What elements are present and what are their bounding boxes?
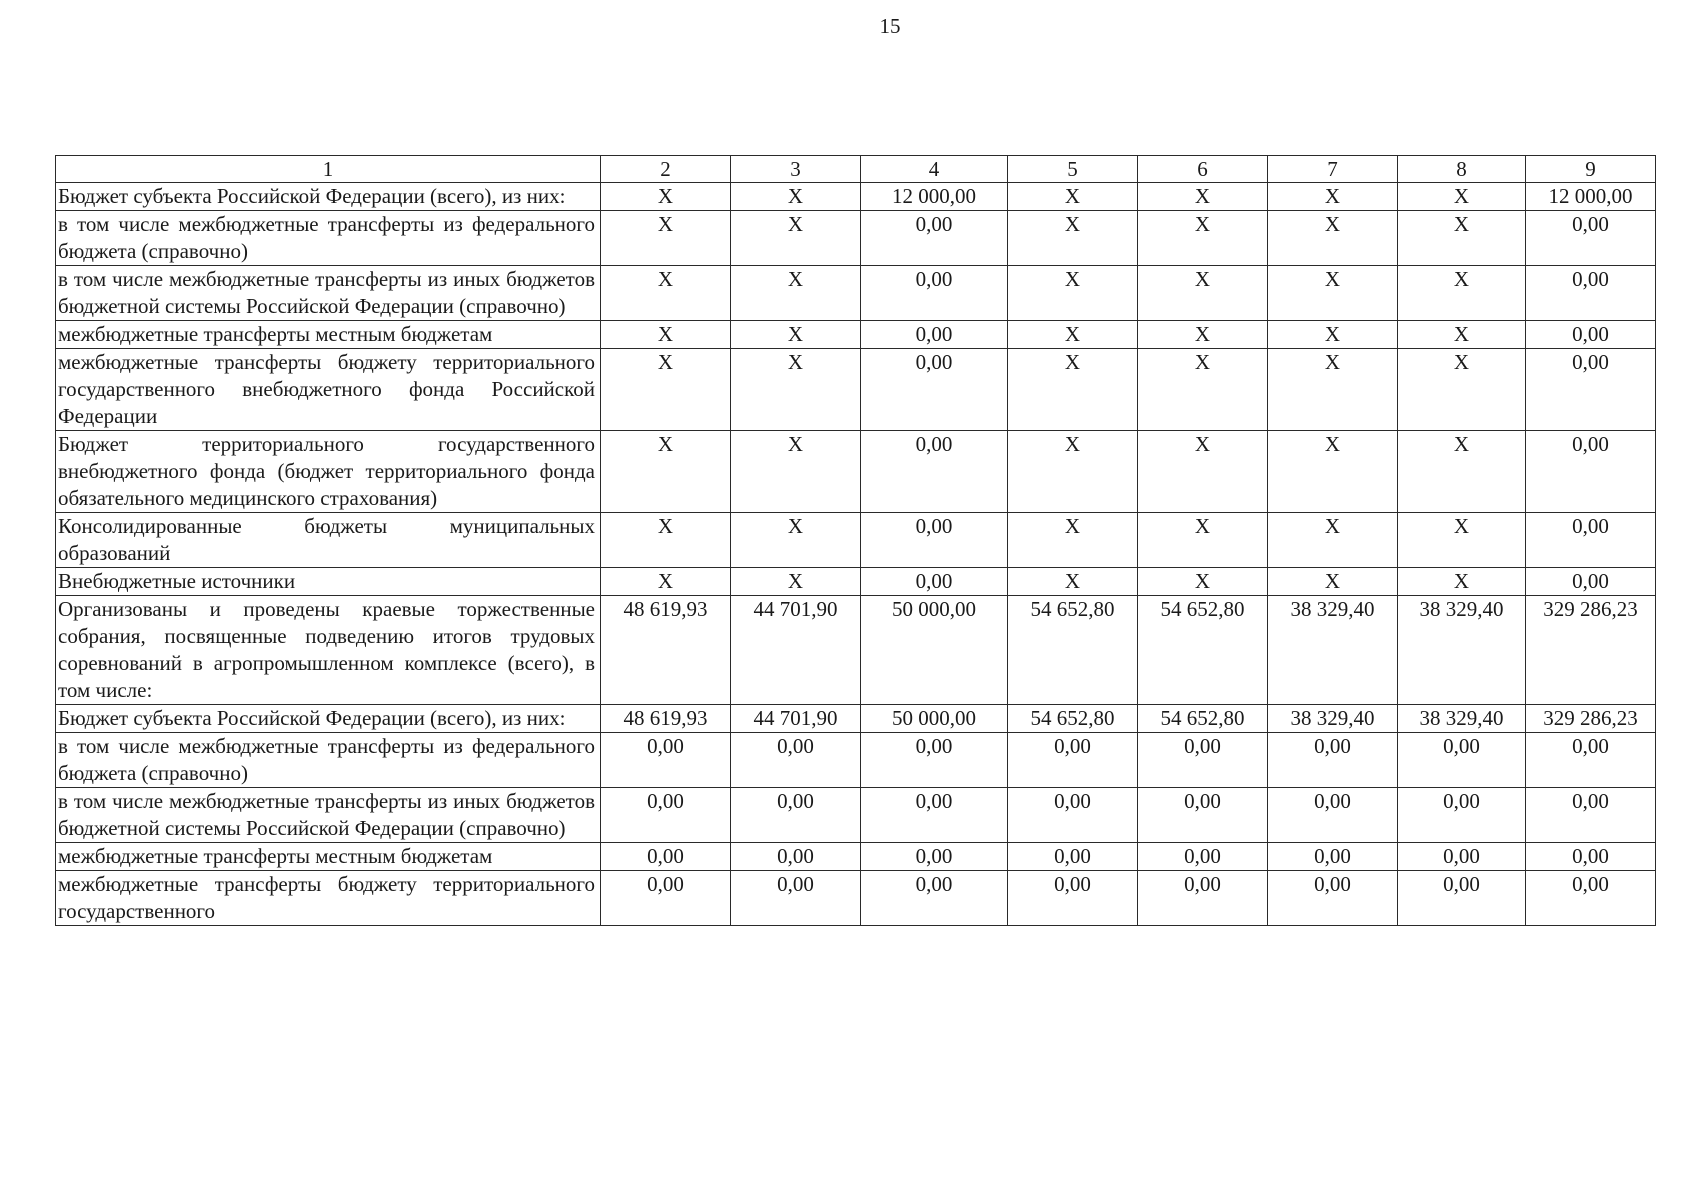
- cell-value: X: [601, 431, 731, 513]
- cell-value: X: [1268, 183, 1398, 211]
- cell-value: X: [731, 568, 861, 596]
- cell-value: 12 000,00: [861, 183, 1008, 211]
- cell-value: 0,00: [1526, 788, 1656, 843]
- table-row: [56, 349, 1656, 431]
- cell-value: X: [1268, 266, 1398, 321]
- column-header: 7: [1268, 156, 1398, 183]
- cell-value: 44 701,90: [731, 596, 861, 705]
- cell-value: 38 329,40: [1268, 705, 1398, 733]
- table-row: [56, 568, 1656, 596]
- cell-value: 0,00: [601, 843, 731, 871]
- cell-value: X: [731, 183, 861, 211]
- cell-value: 0,00: [861, 431, 1008, 513]
- cell-value: 0,00: [601, 788, 731, 843]
- column-header: 2: [601, 156, 731, 183]
- cell-value: 0,00: [1398, 733, 1526, 788]
- cell-value: X: [601, 568, 731, 596]
- cell-value: X: [1138, 266, 1268, 321]
- cell-value: X: [1268, 568, 1398, 596]
- cell-value: X: [1398, 513, 1526, 568]
- cell-value: 0,00: [1398, 871, 1526, 926]
- table-row: [56, 596, 1656, 705]
- cell-value: 44 701,90: [731, 705, 861, 733]
- cell-value: 0,00: [601, 871, 731, 926]
- cell-value: 54 652,80: [1138, 705, 1268, 733]
- cell-value: 54 652,80: [1138, 596, 1268, 705]
- cell-value: 0,00: [861, 513, 1008, 568]
- cell-value: X: [731, 431, 861, 513]
- cell-value: 12 000,00: [1526, 183, 1656, 211]
- cell-value: 50 000,00: [861, 596, 1008, 705]
- row-label: Внебюджетные источники: [56, 568, 601, 596]
- row-label: Консолидированные бюджеты муниципальных образований: [56, 513, 601, 568]
- row-label: Бюджет субъекта Российской Федерации (всего), из них:: [56, 183, 601, 211]
- row-label: в том числе межбюджетные трансферты из иных бюджетов бюджетной системы Российской Федерации (справочно): [56, 266, 601, 321]
- cell-value: 0,00: [731, 843, 861, 871]
- row-label: межбюджетные трансферты бюджету территориального государственного внебюджетного фонда Российской Федерации: [56, 349, 601, 431]
- cell-value: X: [1398, 211, 1526, 266]
- cell-value: 0,00: [1526, 431, 1656, 513]
- row-label: межбюджетные трансферты бюджету территориального государственного: [56, 871, 601, 926]
- table-row: [56, 871, 1656, 926]
- cell-value: X: [1008, 321, 1138, 349]
- cell-value: 0,00: [1526, 349, 1656, 431]
- cell-value: 0,00: [1526, 321, 1656, 349]
- cell-value: 0,00: [1138, 788, 1268, 843]
- cell-value: X: [731, 513, 861, 568]
- cell-value: 54 652,80: [1008, 705, 1138, 733]
- column-header: 5: [1008, 156, 1138, 183]
- cell-value: 0,00: [1008, 871, 1138, 926]
- cell-value: 38 329,40: [1398, 705, 1526, 733]
- cell-value: 0,00: [1526, 733, 1656, 788]
- cell-value: 48 619,93: [601, 596, 731, 705]
- cell-value: 48 619,93: [601, 705, 731, 733]
- cell-value: 54 652,80: [1008, 596, 1138, 705]
- cell-value: 0,00: [1268, 843, 1398, 871]
- cell-value: 0,00: [1138, 843, 1268, 871]
- cell-value: 0,00: [731, 788, 861, 843]
- table-row: [56, 321, 1656, 349]
- cell-value: X: [601, 513, 731, 568]
- cell-value: X: [1268, 513, 1398, 568]
- table-row: [56, 183, 1656, 211]
- cell-value: X: [1268, 321, 1398, 349]
- cell-value: X: [1138, 183, 1268, 211]
- cell-value: 0,00: [1398, 788, 1526, 843]
- table-row: [56, 705, 1656, 733]
- cell-value: X: [731, 211, 861, 266]
- cell-value: 0,00: [1268, 871, 1398, 926]
- cell-value: 0,00: [1008, 788, 1138, 843]
- row-label: межбюджетные трансферты местным бюджетам: [56, 843, 601, 871]
- cell-value: X: [1398, 321, 1526, 349]
- cell-value: X: [1138, 349, 1268, 431]
- cell-value: X: [1008, 431, 1138, 513]
- cell-value: 0,00: [861, 211, 1008, 266]
- column-header: 4: [861, 156, 1008, 183]
- cell-value: X: [1398, 183, 1526, 211]
- table-row: [56, 211, 1656, 266]
- cell-value: 0,00: [1526, 568, 1656, 596]
- cell-value: X: [1008, 183, 1138, 211]
- cell-value: 0,00: [1268, 788, 1398, 843]
- table-header-row: [56, 156, 1656, 183]
- cell-value: 0,00: [861, 321, 1008, 349]
- cell-value: 0,00: [1008, 843, 1138, 871]
- row-label: в том числе межбюджетные трансферты из федерального бюджета (справочно): [56, 211, 601, 266]
- row-label: в том числе межбюджетные трансферты из иных бюджетов бюджетной системы Российской Федерации (справочно): [56, 788, 601, 843]
- cell-value: X: [1398, 349, 1526, 431]
- cell-value: X: [601, 211, 731, 266]
- cell-value: X: [601, 183, 731, 211]
- cell-value: 0,00: [861, 266, 1008, 321]
- column-header: 6: [1138, 156, 1268, 183]
- cell-value: X: [601, 349, 731, 431]
- row-label: Бюджет субъекта Российской Федерации (всего), из них:: [56, 705, 601, 733]
- column-header: 9: [1526, 156, 1656, 183]
- cell-value: X: [1268, 431, 1398, 513]
- column-header: 8: [1398, 156, 1526, 183]
- cell-value: 0,00: [1526, 513, 1656, 568]
- cell-value: X: [1008, 211, 1138, 266]
- table-row: [56, 431, 1656, 513]
- budget-table: [55, 155, 1656, 926]
- cell-value: X: [1398, 431, 1526, 513]
- row-label: Бюджет территориального государственного внебюджетного фонда (бюджет территориального фонда обязательного медицинского страхования): [56, 431, 601, 513]
- column-header: 1: [56, 156, 601, 183]
- row-label: Организованы и проведены краевые торжественные собрания, посвященные подведению итогов трудовых соревнований в агропромышленном комплексе (всего), в том числе:: [56, 596, 601, 705]
- table-row: [56, 788, 1656, 843]
- page-number: 15: [879, 14, 901, 38]
- cell-value: 0,00: [731, 733, 861, 788]
- cell-value: X: [1008, 266, 1138, 321]
- cell-value: 0,00: [1526, 843, 1656, 871]
- cell-value: X: [1138, 211, 1268, 266]
- cell-value: X: [601, 266, 731, 321]
- cell-value: X: [1398, 266, 1526, 321]
- cell-value: 0,00: [1008, 733, 1138, 788]
- cell-value: X: [1268, 211, 1398, 266]
- cell-value: X: [1008, 513, 1138, 568]
- cell-value: 38 329,40: [1268, 596, 1398, 705]
- cell-value: X: [1268, 349, 1398, 431]
- cell-value: X: [1008, 349, 1138, 431]
- cell-value: 0,00: [861, 788, 1008, 843]
- cell-value: X: [1398, 568, 1526, 596]
- cell-value: 0,00: [731, 871, 861, 926]
- row-label: в том числе межбюджетные трансферты из федерального бюджета (справочно): [56, 733, 601, 788]
- cell-value: 0,00: [1138, 871, 1268, 926]
- cell-value: 0,00: [1268, 733, 1398, 788]
- cell-value: 0,00: [861, 568, 1008, 596]
- table-row: [56, 843, 1656, 871]
- cell-value: X: [1008, 568, 1138, 596]
- cell-value: 0,00: [861, 843, 1008, 871]
- cell-value: 0,00: [1398, 843, 1526, 871]
- cell-value: X: [1138, 568, 1268, 596]
- table-row: [56, 513, 1656, 568]
- cell-value: X: [731, 349, 861, 431]
- cell-value: X: [601, 321, 731, 349]
- cell-value: 0,00: [601, 733, 731, 788]
- cell-value: X: [731, 321, 861, 349]
- column-header: 3: [731, 156, 861, 183]
- table-row: [56, 266, 1656, 321]
- cell-value: 0,00: [1526, 211, 1656, 266]
- cell-value: 0,00: [1138, 733, 1268, 788]
- cell-value: X: [1138, 513, 1268, 568]
- cell-value: X: [1138, 431, 1268, 513]
- row-label: межбюджетные трансферты местным бюджетам: [56, 321, 601, 349]
- cell-value: 329 286,23: [1526, 705, 1656, 733]
- cell-value: 0,00: [1526, 871, 1656, 926]
- cell-value: 0,00: [861, 733, 1008, 788]
- cell-value: 38 329,40: [1398, 596, 1526, 705]
- cell-value: 50 000,00: [861, 705, 1008, 733]
- cell-value: 329 286,23: [1526, 596, 1656, 705]
- cell-value: 0,00: [861, 871, 1008, 926]
- cell-value: X: [731, 266, 861, 321]
- cell-value: 0,00: [1526, 266, 1656, 321]
- table-row: [56, 733, 1656, 788]
- cell-value: 0,00: [861, 349, 1008, 431]
- cell-value: X: [1138, 321, 1268, 349]
